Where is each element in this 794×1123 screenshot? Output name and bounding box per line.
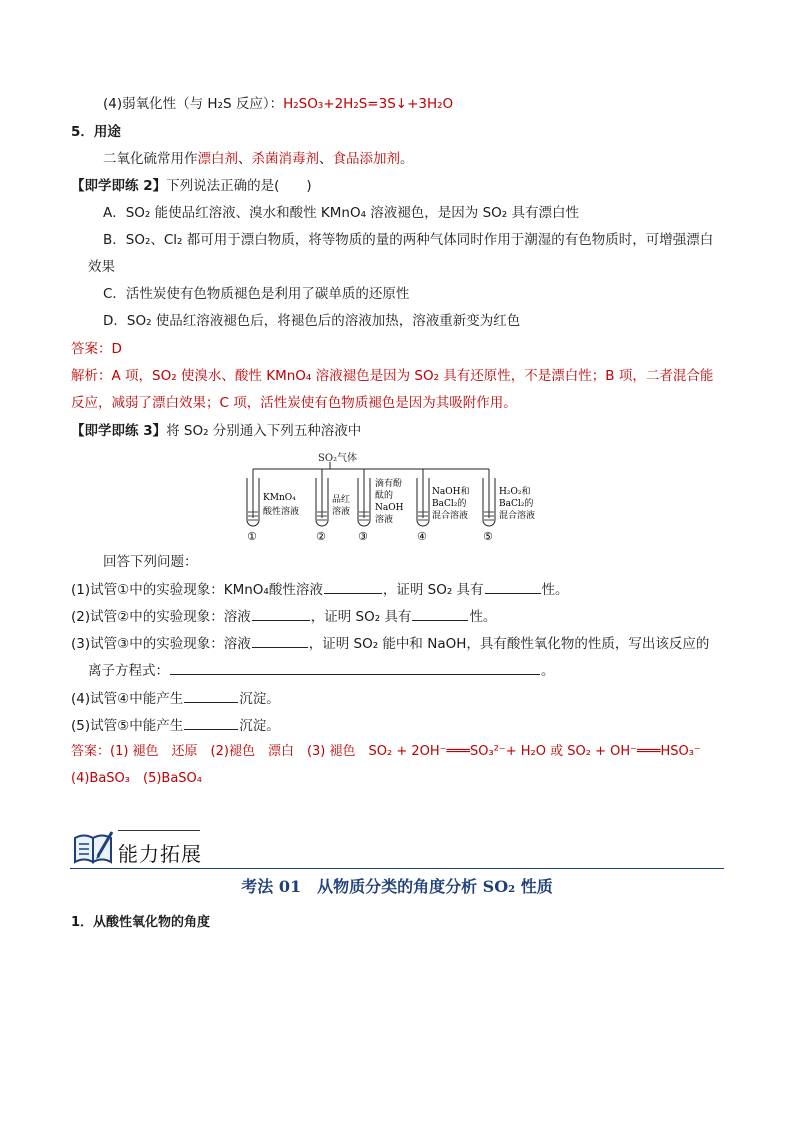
tube-4-number: ④ (417, 530, 427, 543)
heading-usage: 5．用途 (71, 124, 121, 140)
question: 下列说法正确的是( ) (166, 178, 312, 194)
answer-blank (412, 607, 468, 621)
tube-5 (483, 469, 535, 543)
tube-2 (316, 469, 350, 543)
option-b: B．SO₂、Cl₂ 都可用于漂白物质，将等物质的量的两种气体同时作用于潮湿的有色物质时，可增强漂白 (103, 232, 714, 248)
tube-3-label-1: 滴有酚 (375, 479, 403, 489)
answer-blank (252, 634, 308, 648)
instruction: 回答下列问题： (103, 554, 198, 570)
text: (2)试管②中的实验现象：溶液 (71, 609, 251, 625)
exercise-label: 【即学即练 3】 (71, 423, 167, 439)
text: 、 (238, 151, 252, 167)
option-b-cont: 效果 (88, 259, 115, 275)
question-5 (71, 716, 280, 735)
tube-5-label-2: BaCl₂的 (499, 499, 534, 509)
answer-3-line-2: (4)BaSO₃ (5)BaSO₄ (71, 771, 202, 786)
test-tube-figure (238, 448, 558, 544)
subheading: 1．从酸性氧化物的角度 (71, 915, 211, 930)
answer-2: 答案：D (71, 341, 122, 357)
question-4 (71, 689, 280, 708)
use-item: 漂白剂 (197, 151, 238, 167)
text: (5)试管⑤中能产生 (71, 718, 184, 734)
text: (4)试管④中能产生 (71, 691, 184, 707)
text: ，证明 SO₂ 能中和 NaOH，具有酸性氧化物的性质，写出该反应的 (308, 636, 710, 652)
exercise-3-title (71, 422, 361, 440)
tube-2-label-1: 品红 (332, 495, 351, 505)
question: 将 SO₂ 分别通入下列五种溶液中 (166, 423, 362, 439)
text: (4)弱氧化性（与 H₂S 反应）： (103, 96, 284, 112)
text: 性。 (541, 582, 569, 598)
exercise-label: 【即学即练 2】 (71, 178, 167, 194)
use-item: 食品添加剂 (332, 151, 400, 167)
tube-3-label-3: NaOH (375, 503, 404, 513)
text: ，证明 SO₂ 具有 (382, 582, 484, 598)
tube-4-label-3: 混合溶液 (432, 511, 469, 521)
text: 。 (400, 151, 414, 167)
tube-5-number: ⑤ (483, 530, 493, 543)
analysis-line-1: 解析：A 项，SO₂ 使溴水、酸性 KMnO₄ 溶液褪色是因为 SO₂ 具有还原性，不是漂白性；B 项，二者混合能 (71, 368, 714, 384)
text: (3)试管③中的实验现象：溶液 (71, 636, 251, 652)
section-title: 能力拓展 (118, 842, 202, 866)
answer-3-line-1: 答案：(1) 褪色 还原 (2)褪色 漂白 (3) 褪色 SO₂ + 2OH⁻═══SO₃²⁻+ H₂O 或 SO₂ + OH⁻═══HSO₃⁻ (71, 744, 701, 759)
section-rule (70, 868, 724, 869)
tube-3-label-2: 酞的 (375, 491, 394, 501)
tube-1-label-2: 酸性溶液 (263, 507, 300, 517)
option-c: C．活性炭使有色物质褪色是利用了碳单质的还原性 (103, 286, 410, 302)
text: 沉淀。 (239, 691, 280, 707)
tube-3-label-4: 溶液 (375, 515, 394, 525)
question-2 (71, 607, 496, 626)
usage-line (103, 150, 414, 168)
tube-1-number: ① (247, 530, 257, 543)
text: 二氧化硫常用作 (103, 151, 198, 167)
answer-blank (485, 580, 541, 594)
analysis-line-2: 反应，减弱了漂白效果；C 项，活性炭使有色物质褪色是因为其吸附作用。 (71, 395, 517, 411)
tube-3-number: ③ (358, 530, 368, 543)
text: (1)试管①中的实验现象：KMnO₄酸性溶液 (71, 582, 323, 598)
book-pencil-icon (72, 826, 116, 866)
tube-5-label-3: 混合溶液 (499, 511, 536, 521)
option-d: D．SO₂ 使品红溶液褪色后，将褪色后的溶液加热，溶液重新变为红色 (103, 313, 521, 329)
tube-5-label-1: H₂O₂和 (499, 487, 531, 497)
section-deco-line (118, 830, 200, 831)
tube-3 (358, 469, 404, 543)
text: 沉淀。 (239, 718, 280, 734)
answer-blank (324, 580, 382, 594)
answer-blank (184, 689, 238, 703)
answer-blank (184, 716, 238, 730)
option-a: A．SO₂ 能使品红溶液、溴水和酸性 KMnO₄ 溶液褪色，是因为 SO₂ 具有漂白性 (103, 205, 579, 221)
tube-2-label-2: 溶液 (332, 507, 351, 517)
question-1 (71, 580, 569, 599)
use-item: 杀菌消毒剂 (251, 151, 319, 167)
gas-label: SO₂气体 (318, 453, 358, 464)
tube-2-number: ② (316, 530, 326, 543)
text: 、 (319, 151, 333, 167)
equation: H₂SO₃+2H₂S=3S↓+3H₂O (283, 96, 454, 112)
tube-4 (417, 469, 469, 543)
tube-1-label-1: KMnO₄ (263, 493, 296, 503)
answer-blank (252, 607, 310, 621)
tube-4-label-1: NaOH和 (432, 487, 470, 497)
method-title: 考法 01 从物质分类的角度分析 SO₂ 性质 (241, 877, 553, 896)
exercise-2-title (71, 177, 312, 195)
text: ，证明 SO₂ 具有 (310, 609, 412, 625)
tube-4-label-2: BaCl₂的 (432, 499, 467, 509)
question-3 (71, 634, 709, 653)
answer-blank (170, 661, 540, 675)
text: 离子方程式： (88, 663, 169, 679)
text: 性。 (469, 609, 497, 625)
property-line (103, 95, 453, 113)
question-3-cont (88, 661, 555, 680)
text: 。 (541, 663, 555, 679)
tube-1 (247, 469, 299, 543)
